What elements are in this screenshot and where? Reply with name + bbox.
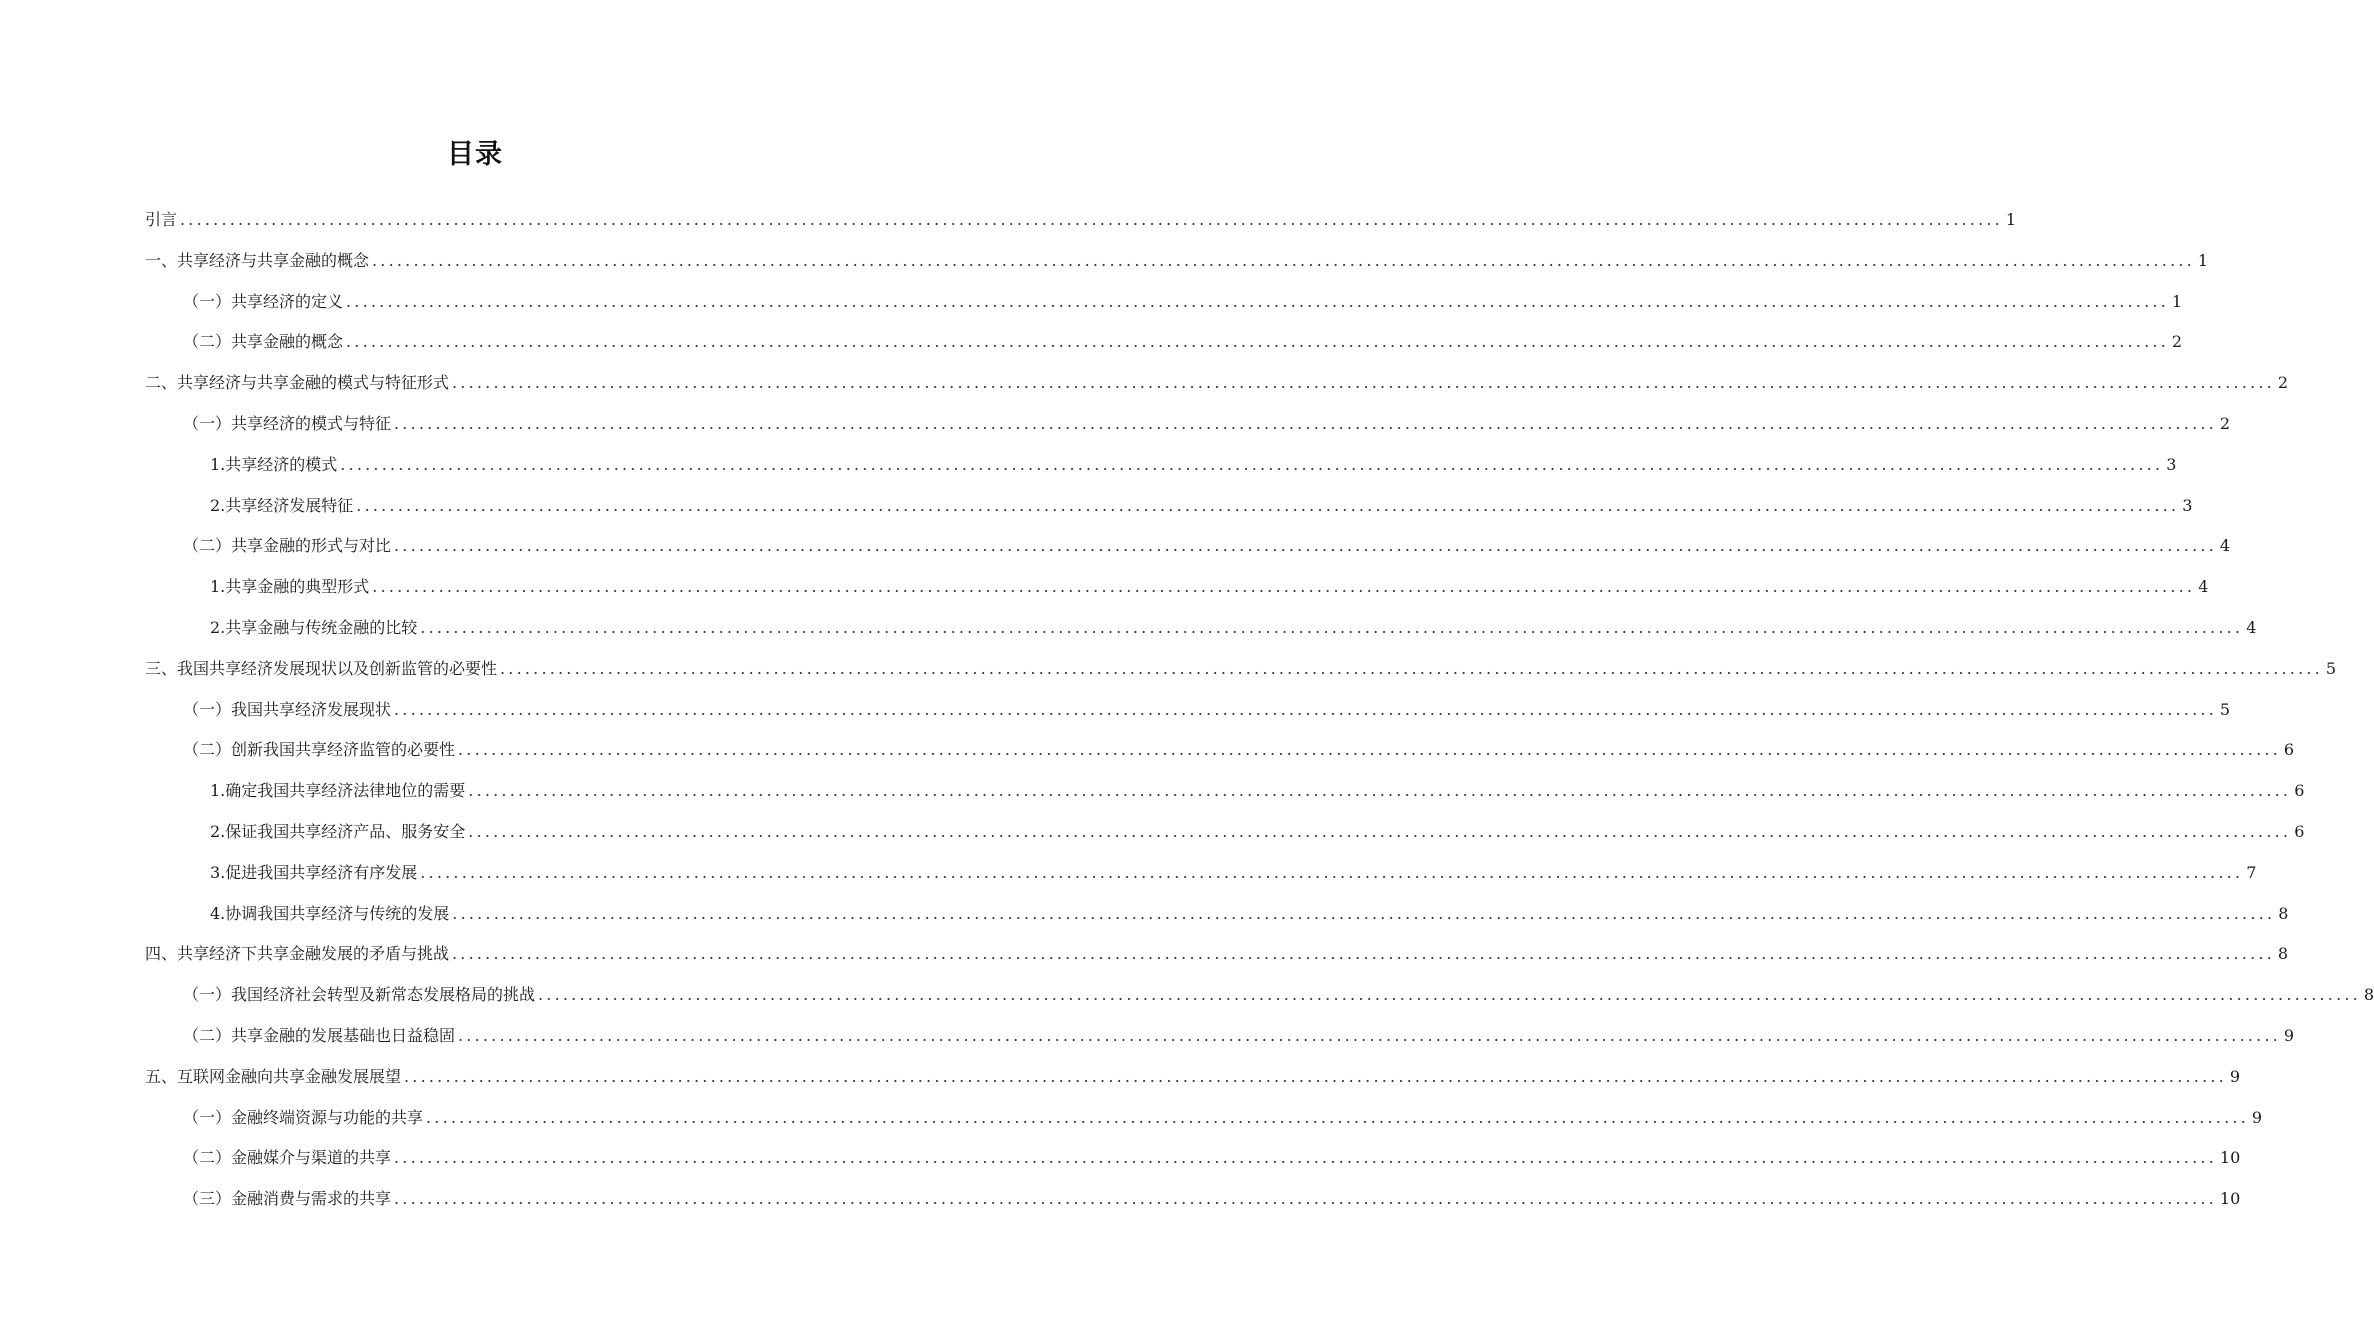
- toc-entry[interactable]: [183, 1021, 2295, 1051]
- toc-leader-dots: ............................................................................................................................................................................................................................: [538, 985, 2361, 1005]
- toc-page-number: 1: [2197, 250, 2209, 270]
- toc-entry-text: 四、共享经济下共享金融发展的矛盾与挑战: [145, 944, 450, 964]
- toc-page-number: 3: [2166, 454, 2177, 474]
- toc-entry[interactable]: [145, 939, 2289, 969]
- toc-leader-dots: ............................................................................................................................................................................................................................: [340, 454, 2164, 474]
- toc-entry-text: 1.确定我国共享经济法律地位的需要: [210, 781, 466, 801]
- toc-entry[interactable]: [145, 1062, 2241, 1092]
- toc-page-number: 6: [2294, 781, 2305, 801]
- toc-entry-text: 三、我国共享经济发展现状以及创新监管的必要性: [145, 658, 498, 678]
- toc-leader-dots: ............................................................................................................................................................................................................................: [394, 414, 2217, 433]
- toc-leader-dots: ............................................................................................................................................................................................................................: [346, 291, 2169, 311]
- toc-leader-dots: ............................................................................................................................................................................................................................: [452, 944, 2275, 964]
- toc-leader-dots: ............................................................................................................................................................................................................................: [452, 373, 2275, 393]
- toc-leader-dots: ............................................................................................................................................................................................................................: [426, 1107, 2249, 1127]
- toc-entry[interactable]: [183, 409, 2231, 439]
- toc-page-number: 4: [2198, 577, 2209, 597]
- toc-entry-text: 一、共享经济与共享金融的概念: [145, 250, 370, 270]
- toc-page-number: 10: [2219, 1148, 2241, 1168]
- toc-page-number: 2: [2171, 332, 2183, 352]
- toc-entry-text: （一）共享经济的模式与特征: [183, 414, 392, 433]
- toc-page-number: 3: [2182, 495, 2193, 515]
- toc-entry[interactable]: [145, 205, 2017, 235]
- toc-entry[interactable]: [145, 368, 2289, 398]
- toc-entry[interactable]: [210, 899, 2289, 929]
- toc-page-number: 4: [2219, 536, 2231, 556]
- toc-entry[interactable]: [210, 858, 2257, 888]
- toc-page-number: 8: [2277, 944, 2289, 964]
- toc-entry-text: （二）共享金融的形式与对比: [183, 536, 392, 556]
- toc-leader-dots: ............................................................................................................................................................................................................................: [420, 618, 2244, 637]
- toc-entry[interactable]: [183, 327, 2183, 357]
- toc-page-number: 2: [2277, 373, 2289, 393]
- toc-entry-text: 1.共享金融的典型形式: [210, 577, 370, 597]
- toc-entry-text: 3.促进我国共享经济有序发展: [210, 862, 418, 882]
- toc-page-number: 7: [2246, 862, 2257, 882]
- toc-entry[interactable]: [183, 980, 2374, 1010]
- toc-entry[interactable]: [183, 695, 2231, 725]
- toc-entry[interactable]: [183, 735, 2295, 765]
- toc-entry[interactable]: [210, 491, 2193, 521]
- toc-leader-dots: ............................................................................................................................................................................................................................: [180, 210, 2003, 229]
- toc-entry-text: 引言: [145, 210, 178, 229]
- toc-entry-text: （三）金融消费与需求的共享: [183, 1189, 392, 1209]
- toc-page-number: 6: [2283, 740, 2295, 760]
- toc-entry[interactable]: [183, 1143, 2241, 1173]
- toc-entry[interactable]: [183, 531, 2231, 561]
- toc-page-number: 5: [2219, 699, 2231, 719]
- toc-page-number: 1: [2171, 291, 2183, 311]
- toc-leader-dots: ............................................................................................................................................................................................................................: [372, 250, 2195, 270]
- toc-entry-text: （一）我国共享经济发展现状: [183, 699, 392, 719]
- toc-page-number: 8: [2278, 903, 2289, 923]
- toc-page-number: 9: [2251, 1107, 2263, 1127]
- toc-page-number: 5: [2325, 658, 2337, 678]
- toc-leader-dots: ............................................................................................................................................................................................................................: [372, 577, 2196, 597]
- toc-leader-dots: ............................................................................................................................................................................................................................: [468, 822, 2292, 841]
- toc-entry[interactable]: [183, 1103, 2263, 1133]
- toc-leader-dots: ............................................................................................................................................................................................................................: [468, 781, 2292, 801]
- toc-leader-dots: ............................................................................................................................................................................................................................: [420, 862, 2244, 882]
- toc-entry[interactable]: [210, 776, 2305, 806]
- toc-leader-dots: ............................................................................................................................................................................................................................: [346, 332, 2169, 352]
- toc-entry-text: 4.协调我国共享经济与传统的发展: [210, 903, 450, 923]
- toc-page-number: 1: [2005, 210, 2017, 229]
- toc-leader-dots: ............................................................................................................................................................................................................................: [458, 1026, 2281, 1045]
- toc-leader-dots: ............................................................................................................................................................................................................................: [458, 740, 2281, 760]
- toc-page-number: 9: [2283, 1026, 2295, 1045]
- toc-page-number: 10: [2219, 1189, 2241, 1209]
- toc-title: 目录: [447, 139, 503, 170]
- toc-page-number: 9: [2229, 1066, 2241, 1086]
- toc-page-number: 8: [2363, 985, 2374, 1005]
- toc-leader-dots: ............................................................................................................................................................................................................................: [394, 536, 2217, 556]
- toc-entry-text: 1.共享经济的模式: [210, 454, 338, 474]
- toc-page-number: 2: [2219, 414, 2231, 433]
- toc-entry-text: 二、共享经济与共享金融的模式与特征形式: [145, 373, 450, 393]
- toc-entry-text: 五、互联网金融向共享金融发展展望: [145, 1066, 402, 1086]
- toc-entry[interactable]: [210, 817, 2305, 847]
- toc-entry-text: 2.共享经济发展特征: [210, 495, 354, 515]
- toc-leader-dots: ............................................................................................................................................................................................................................: [404, 1066, 2227, 1086]
- toc-entry-text: 2.保证我国共享经济产品、服务安全: [210, 822, 466, 841]
- toc-entry[interactable]: [210, 450, 2177, 480]
- toc-entry-text: 2.共享金融与传统金融的比较: [210, 618, 418, 637]
- toc-entry[interactable]: [145, 654, 2337, 684]
- toc-leader-dots: ............................................................................................................................................................................................................................: [500, 658, 2323, 678]
- toc-leader-dots: ............................................................................................................................................................................................................................: [394, 699, 2217, 719]
- toc-entry-text: （一）共享经济的定义: [183, 291, 344, 311]
- toc-entry-text: （二）共享金融的概念: [183, 332, 344, 352]
- toc-page-number: 4: [2246, 618, 2257, 637]
- toc-leader-dots: ............................................................................................................................................................................................................................: [356, 495, 2180, 515]
- toc-entry[interactable]: [210, 613, 2257, 643]
- toc-entry[interactable]: [145, 246, 2209, 276]
- toc-entry-text: （一）我国经济社会转型及新常态发展格局的挑战: [183, 985, 536, 1005]
- toc-page-number: 6: [2294, 822, 2305, 841]
- toc-entry-text: （二）金融媒介与渠道的共享: [183, 1148, 392, 1168]
- toc-entry[interactable]: [183, 1184, 2241, 1214]
- toc-entry[interactable]: [183, 287, 2183, 317]
- toc-entry-text: （二）创新我国共享经济监管的必要性: [183, 740, 456, 760]
- toc-entry-text: （二）共享金融的发展基础也日益稳固: [183, 1026, 456, 1045]
- toc-entry[interactable]: [210, 572, 2209, 602]
- toc-entry-text: （一）金融终端资源与功能的共享: [183, 1107, 424, 1127]
- toc-leader-dots: ............................................................................................................................................................................................................................: [394, 1148, 2217, 1168]
- toc-leader-dots: ............................................................................................................................................................................................................................: [452, 903, 2276, 923]
- toc-leader-dots: ............................................................................................................................................................................................................................: [394, 1189, 2217, 1209]
